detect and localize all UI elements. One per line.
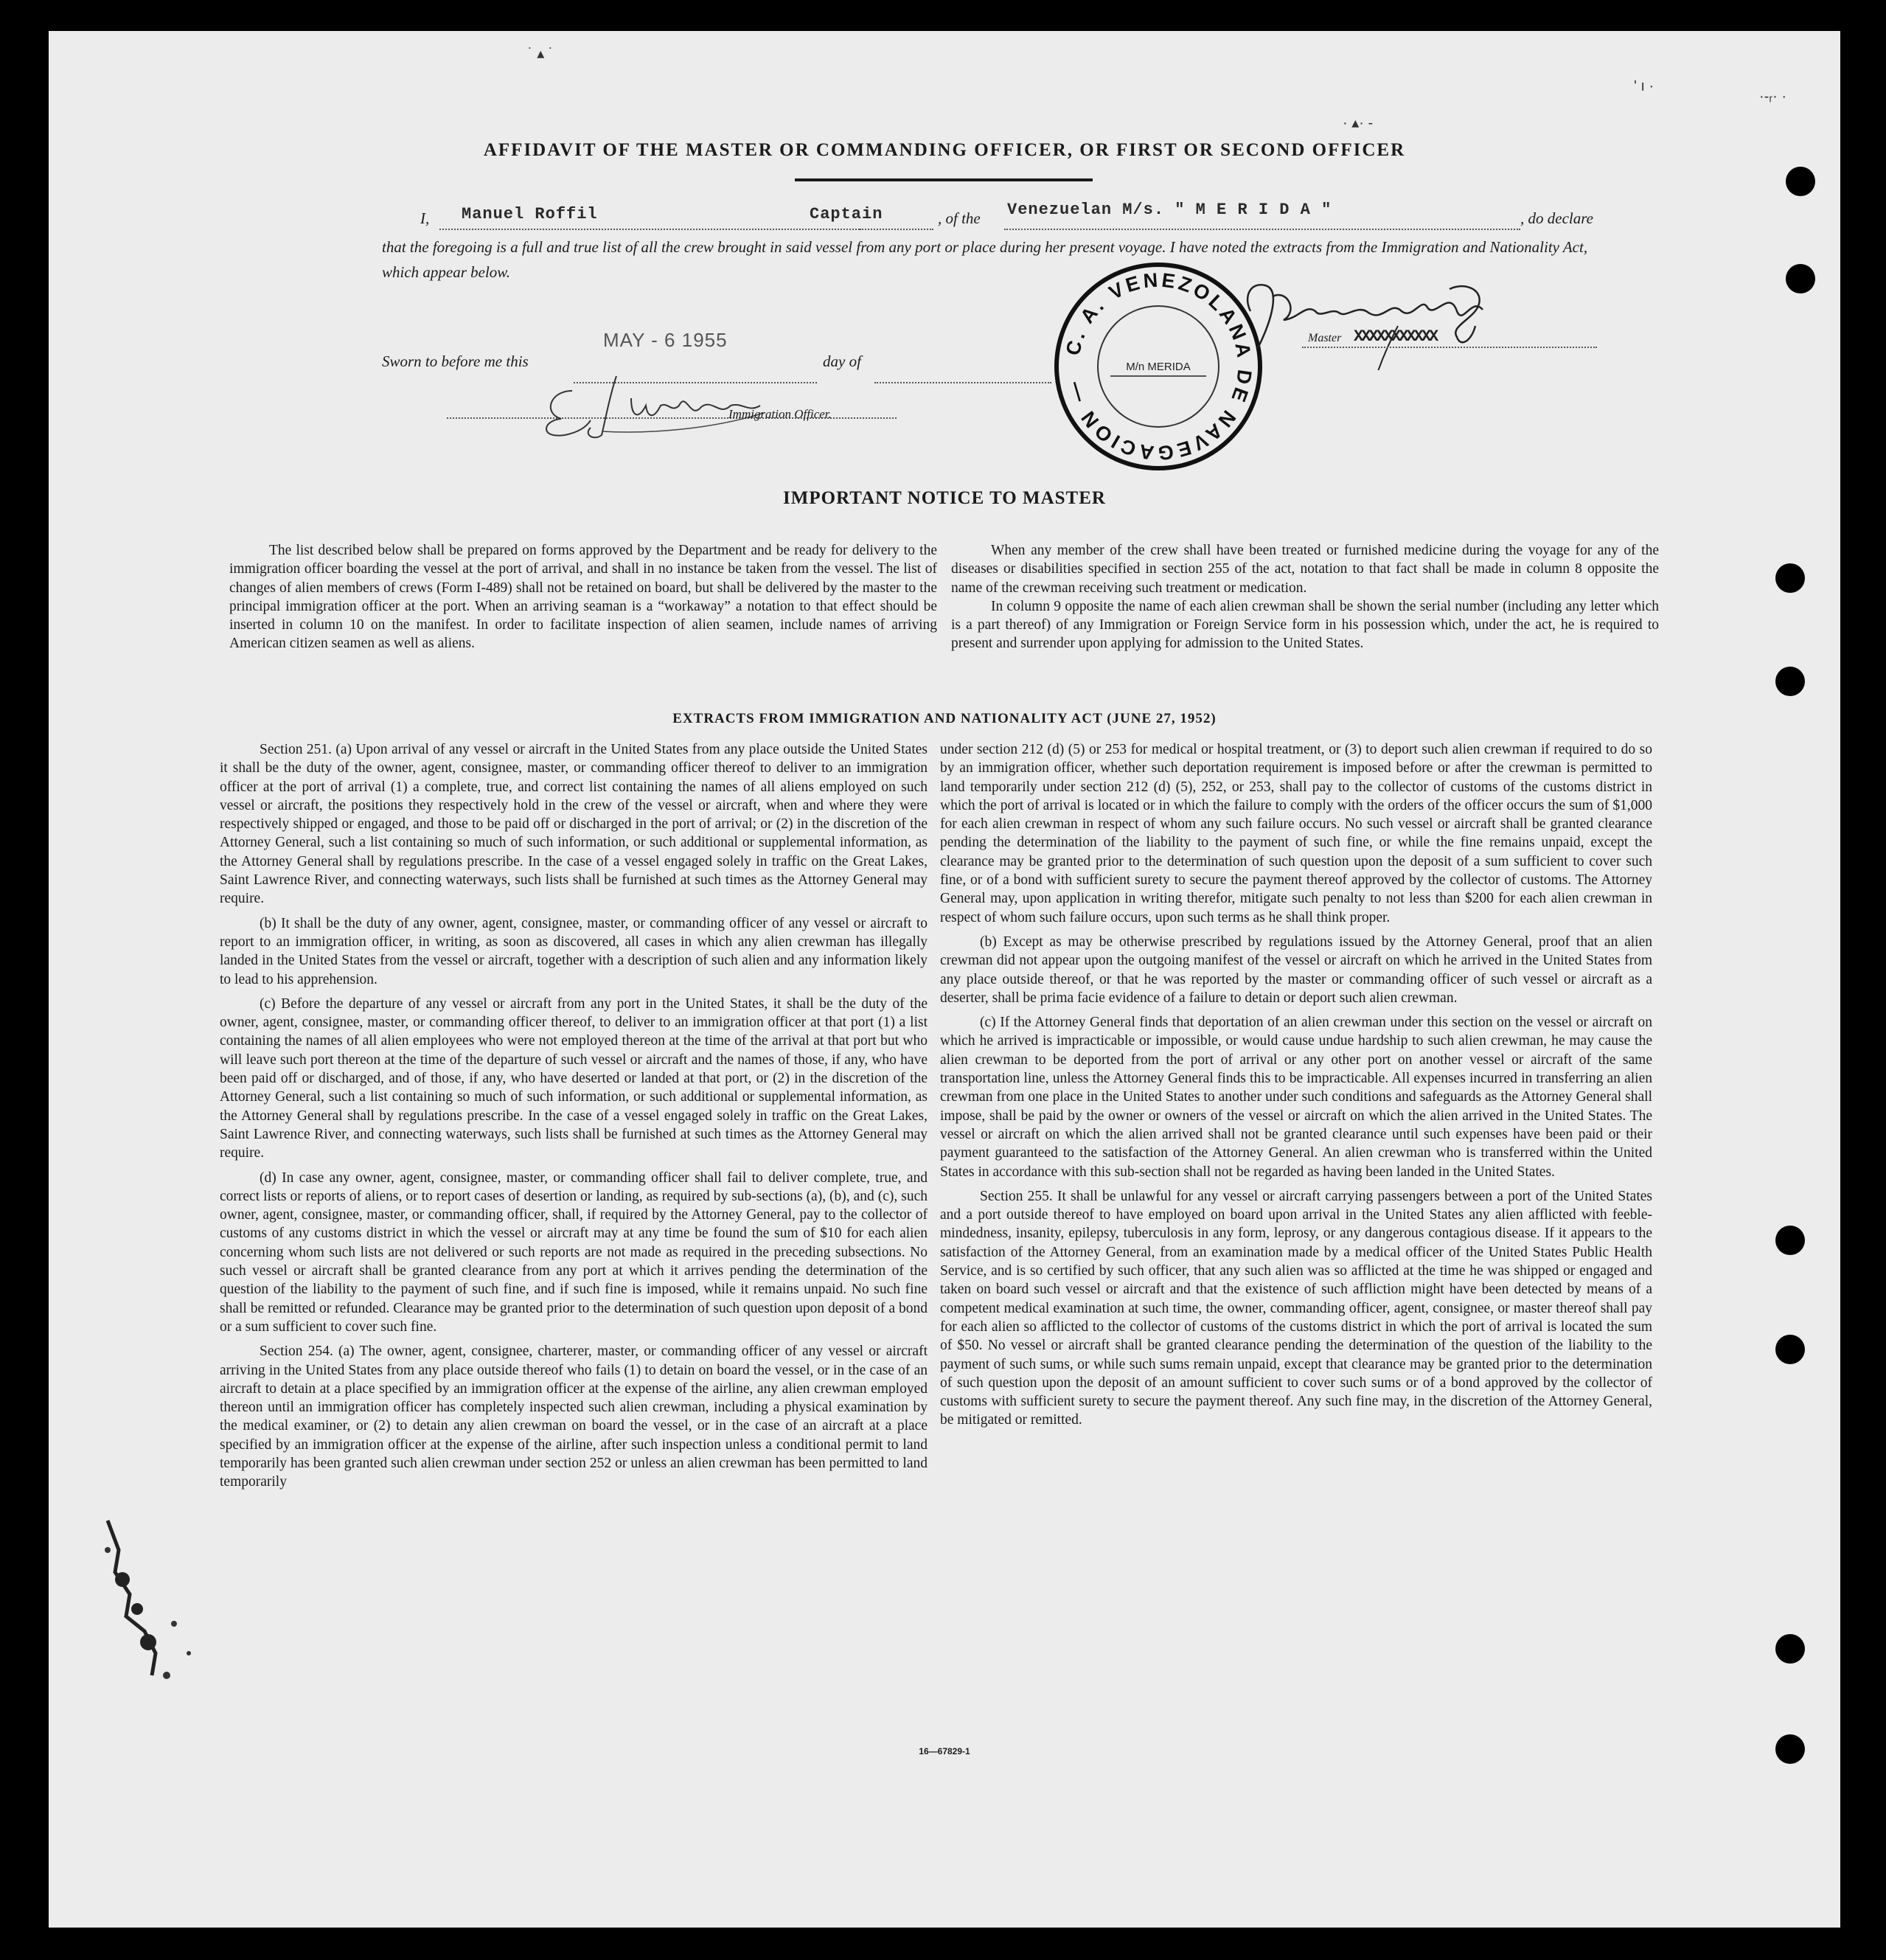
notice-left-column	[229, 541, 937, 659]
document-page	[49, 31, 1840, 1928]
master-label: Master	[1308, 332, 1342, 344]
scan-mark: ·-ᵣ· ·	[1759, 88, 1786, 105]
declarant-name: Manuel Roffil	[462, 205, 598, 223]
punch-hole	[1775, 1226, 1805, 1255]
master-struck-text: XXXXXXXXXXX	[1354, 327, 1437, 346]
vessel-name: Venezuelan M/s. " M E R I D A "	[1007, 201, 1332, 219]
ink-smudge	[86, 1506, 218, 1697]
month-blank	[874, 366, 1051, 383]
immigration-officer-label: Immigration Officer.	[728, 407, 832, 421]
scan-mark: ˙ ▴ ˙	[528, 46, 554, 62]
section-254-a: Section 254. (a) The owner, agent, consignee, charterer, master, or commanding officer of any vessel or aircraft arriving in the United States from any place outside thereof who fails (1) to detain on board the vessel, or in the case of an aircraft to detain at a place specified by an immigration officer at the expense of the airline, any alien crewman employed thereon until an immigration officer has completely inspected such alien crewman, including a physical examination by the medical examiner, or (2) to detain any alien crewman on board the vessel, or in the case of an aircraft at a place specified by an immigration officer at the expense of the airline, after such inspection unless a conditional permit to land temporarily has been granted such alien crewman under section 252 or unless an alien crewman has been permitted to land temporarily	[220, 1344, 928, 1490]
document-title: AFFIDAVIT OF THE MASTER OR COMMANDING OFFICER, OR FIRST OR SECOND OFFICER	[483, 140, 1406, 160]
section-251-a: Section 251. (a) Upon arrival of any vessel or aircraft in the United States from any place outside the United States it shall be the duty of the owner, agent, consignee, master, or commanding officer thereof to deliver to an immigration officer at the port of arrival (1) a complete, true, and correct list containing the names of all aliens employed on such vessel or aircraft, the positions they respectively hold in the crew of the vessel or aircraft, when and where they were respectively shipped or engaged, and those to be paid off or discharged in the port of arrival; or (2) in the discretion of the Attorney General, such a list containing so much of such information, or such additional or supplemental information, as the Attorney General shall by regulations prescribe. In the case of a vessel engaged solely in traffic on the Great Lakes, Saint Lawrence River, and connecting waterways, such lists shall be furnished at such times as the Attorney General may require.	[220, 742, 928, 907]
declaration-suffix: , do declare	[1520, 209, 1593, 227]
punch-hole	[1775, 1734, 1805, 1764]
scan-mark: · ▴· -	[1343, 115, 1374, 131]
sworn-label: Sworn to before me this	[382, 352, 529, 370]
declarant-rank: Captain	[810, 205, 883, 223]
declaration-text: that the foregoing is a full and true list of all the crew brought in said vessel from any port or place during her present voyage. I have noted the extracts from the Immigration and Nationality Act, which appear below.	[382, 238, 1588, 281]
extracts-heading: EXTRACTS FROM IMMIGRATION AND NATIONALITY ACT (JUNE 27, 1952)	[672, 711, 1217, 726]
notice-heading: IMPORTANT NOTICE TO MASTER	[783, 488, 1106, 508]
punch-hole	[1775, 1634, 1805, 1664]
notice-left-paragraph: The list described below shall be prepared on forms approved by the Department and be ready for delivery to the immigration officer boarding the vessel at the port of arrival, and shall in no instance be taken from the vessel. The list of changes of alien members of crews (Form I-489) shall not be retained on board, but shall be delivered by the master to the principal immigration officer at the port. When an arriving seaman is a “workaway” a notation to that effect should be inserted in column 10 on the manifest. In order to facilitate inspection of alien seamen, include names of arriving American citizen seamen as well as aliens.	[229, 543, 937, 652]
notice-right-column	[951, 541, 1659, 659]
master-signature	[1228, 267, 1567, 370]
seal-center-text: M/n MERIDA	[1126, 361, 1191, 373]
punch-hole	[1775, 667, 1805, 696]
notice-right-paragraph: In column 9 opposite the name of each alien crewman shall be shown the serial number (including any letter which is a part thereof) of any Immigration or Foreign Service form in his possession which, under the act, he is required to present and surrender upon applying for admission to the United States.	[951, 598, 1659, 652]
extracts-right-column	[940, 740, 1652, 1436]
extracts-left-column	[220, 740, 928, 1498]
section-255: Section 255. It shall be unlawful for any vessel or aircraft carrying passengers between a port of the United States and a port outside thereof to have employed on board upon arrival in the United States any alien afflicted with feeble-mindedness, insanity, epilepsy, tuberculosis in any form, leprosy, or any dangerous contagious disease. If it appears to the satisfaction of the Attorney General, from an examination made by a medical officer of the United States Public Health Service, and is so certified by such officer, that any such alien was so afflicted at the time he was shipped or engaged and taken on board such vessel or aircraft and that the existence of such affliction might have been detected by means of a competent medical examination at such time, the owner, commanding officer, agent, consignee, or master thereof shall pay for each alien so afflicted to the collector of customs of the customs district in which the port of arrival is located the sum of $50. No vessel or aircraft shall be granted clearance pending the determination of the question of the liability to the payment of such sums, or while such sums remain unpaid, except that clearance may be granted prior to the determination of such question upon the deposit of an amount sufficient to cover such sums or of a bond approved by the collector of customs with sufficient surety to secure the payment thereof. Any such fine may, in the discretion of the Attorney General, be mitigated or remitted.	[940, 1188, 1652, 1428]
punch-hole	[1786, 264, 1815, 293]
of-the-label: , of the	[938, 209, 981, 227]
section-251-c: (c) Before the departure of any vessel or aircraft from any port in the United States, it shall be the duty of the owner, agent, consignee, master, or commanding officer thereof, to deliver to an immigration officer at that port (1) a list containing the names of all alien employees who were not employed thereon at the time of the arrival at that port but who will leave such port thereon at the time of the departure of such vessel or aircraft and the names of those, if any, who have been paid off or discharged, and of those, if any, who have deserted or landed at that port, or (2) in the discretion of the Attorney General, such a list containing so much of such information, or such additional or supplemental information, as the Attorney General shall by regulations prescribe. In the case of a vessel engaged solely in traffic on the Great Lakes, Saint Lawrence River, and connecting waterways, such lists shall be furnished at such times as the Attorney General may require.	[220, 995, 928, 1161]
master-signature-line	[1302, 330, 1597, 348]
section-254-a-continued: under section 212 (d) (5) or 253 for medical or hospital treatment, or (3) to deport such alien crewman if required to do so by an immigration officer, whether such deportation requirement is imposed before or after the crewman is permitted to land temporarily under section 212 (d) (5), 252, or 253, shall pay to the collector of customs of the customs district in which the port of arrival is located or in which the failure to comply with the orders of the officer occurs the sum of $1,000 for each alien crewman in respect of whom any such failure occurs. No such vessel or aircraft shall be granted clearance pending the determination of the liability to the payment of such fine, or while the fine remains unpaid, except the clearance may be granted prior to the determination of such question upon the deposit of a sum sufficient to cover such fine, or of a bond with sufficient surety to secure the payment thereof approved by the collector of customs. The Attorney General may, upon application in writing therefor, mitigate such penalty to not less than $200 for each alien crewman in respect of whom such failure occurs, upon such terms as he shall think proper.	[940, 742, 1652, 925]
section-254-c: (c) If the Attorney General finds that deportation of an alien crewman under this section on the vessel or aircraft on which he arrived is impracticable or impossible, or would cause undue hardship to such alien crewman, he may cause the alien crewman to be deported from the port of arrival or any other port on another vessel or aircraft of the same transportation line, unless the Attorney General finds this to be impracticable. All expenses incurred in transferring an alien crewman from one place in the United States to another under such conditions and safeguards as the Attorney General shall impose, shall be paid by the owner or owners of the vessel or aircraft on which the alien arrived in the United States. The vessel or aircraft on which the alien arrived shall not be granted clearance until such expenses have been paid or their payment guaranteed to the satisfaction of the Attorney General. An alien crewman who is transferred within the United States in accordance with this sub-section shall not be regarded as having been landed in the United States.	[940, 1015, 1652, 1180]
form-number: 16—67829-1	[919, 1746, 970, 1756]
immigration-officer-signature	[521, 361, 786, 442]
notice-right-paragraph: When any member of the crew shall have been treated or furnished medicine during the voyage for any of the diseases or disabilities specified in section 255 of the act, notation to that fact shall be made in column 8 opposite the name of the crewman receiving such treatment or medication.	[951, 543, 1659, 596]
scan-mark: ' ı ·	[1634, 78, 1654, 94]
section-254-b: (b) Except as may be otherwise prescribed by regulations issued by the Attorney General, proof that an alien crewman did not appear upon the outgoing manifest of the vessel or aircraft on which he arrived in the United States from any place outside thereof, or that he was reported by the master or commanding officer of such vessel or aircraft as a deserter, shall be prima facie evidence of a failure to detain or deport such alien crewman.	[940, 934, 1652, 1006]
day-of-label: day of	[823, 352, 861, 370]
punch-hole	[1775, 1335, 1805, 1364]
punch-hole	[1775, 563, 1805, 593]
svg-text:C. A. VENEZOLANA DE NAVEGACION: C. A. VENEZOLANA DE NAVEGACION —	[1061, 268, 1256, 465]
punch-hole	[1786, 167, 1815, 196]
title-underline	[795, 178, 1093, 181]
section-251-b: (b) It shall be the duty of any owner, agent, consignee, master, or commanding officer of any vessel or aircraft to report to an immigration officer, in writing, as soon as discovered, all cases in which any alien crewman has illegally landed in the United States from the vessel or aircraft, together with a description of such alien and any information likely to lead to his apprehension.	[220, 915, 928, 987]
date-stamp: MAY - 6 1955	[603, 329, 728, 351]
section-251-d: (d) In case any owner, agent, consignee, master, or commanding officer shall fail to deliver complete, true, and correct lists or reports of aliens, or to report cases of desertion or landing, as required by sub-sections (a), (b), and (c), such owner, agent, consignee, master, or commanding officer, shall, if required by the Attorney General, pay to the collector of customs of any customs district in which the vessel or aircraft may at any time be found the sum of $10 for each alien concerning whom such lists are not delivered or such reports are not made as required in the preceding subsections. No such vessel or aircraft shall be granted clearance from any port at which it arrives pending the determination of the question of the liability to the payment of such fine, and if such fine is imposed, while it remains unpaid. No such fine shall be remitted or refunded. Clearance may be granted prior to the determination of such question upon deposit of a bond or a sum sufficient to cover such fine.	[220, 1170, 928, 1335]
declaration-prefix: I,	[420, 209, 430, 227]
